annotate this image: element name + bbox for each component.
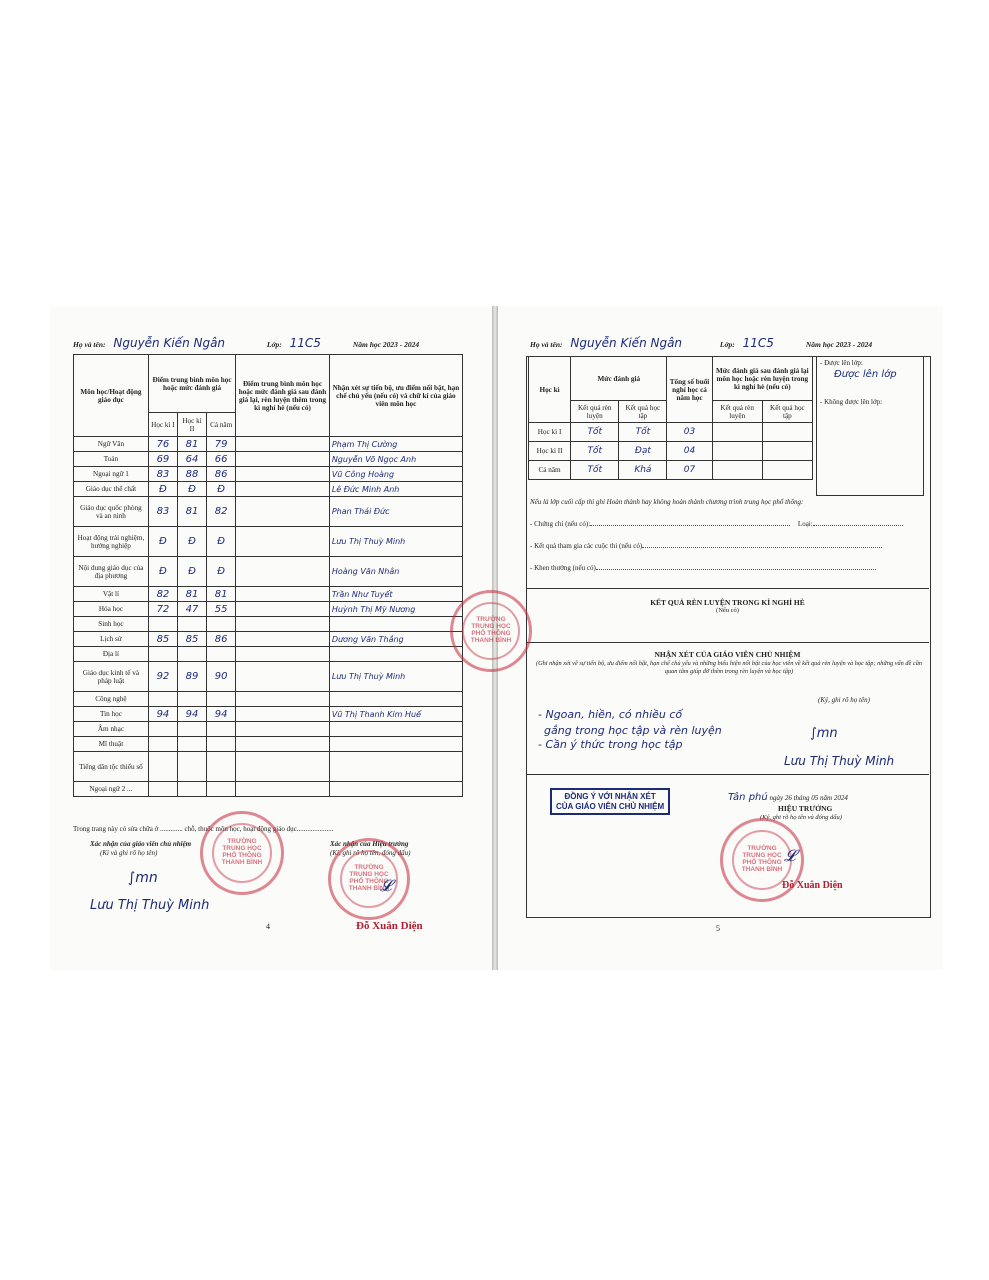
hk1-cell bbox=[148, 692, 177, 707]
hk1-cell bbox=[148, 722, 177, 737]
comment-line-3: - Cần ý thức trong học tập bbox=[538, 738, 683, 751]
page-left bbox=[50, 306, 512, 970]
year-cell bbox=[207, 722, 236, 737]
year-cell: 90 bbox=[207, 662, 236, 692]
teacher-sign-cell: Trần Như Tuyết bbox=[329, 587, 462, 602]
conduct-cell: Tốt bbox=[571, 442, 619, 461]
name-label: Họ và tên: bbox=[73, 340, 106, 349]
teacher-signature-right: Lưu Thị Thuỳ Minh bbox=[784, 754, 895, 768]
table-row bbox=[74, 617, 463, 632]
retest-cell bbox=[236, 782, 330, 797]
principal-signature-scribble-right: 𝓛 bbox=[784, 846, 796, 865]
hk1-cell: Đ bbox=[148, 527, 177, 557]
retest-cell bbox=[236, 557, 330, 587]
table-row bbox=[74, 692, 463, 707]
scanned-booklet bbox=[50, 306, 943, 970]
subject-cell: Ngữ Văn bbox=[74, 437, 149, 452]
subject-cell: Tiếng dân tộc thiểu số bbox=[74, 752, 149, 782]
subject-cell: Giáo dục kinh tế và pháp luật bbox=[74, 662, 149, 692]
absent-cell: 04 bbox=[667, 442, 712, 461]
subject-cell: Sinh học bbox=[74, 617, 149, 632]
confirm-principal: Xác nhận của Hiệu trưởng bbox=[330, 840, 409, 848]
hk2-cell bbox=[177, 737, 206, 752]
correction-note: Trong trang này có sửa chữa ở ............. chỗ, thuộc môn học, hoạt động giáo dục..................... bbox=[73, 825, 334, 833]
award-line: - Khen thưởng (nếu có) bbox=[530, 564, 876, 572]
hk1-cell: 85 bbox=[148, 632, 177, 647]
divider-2 bbox=[526, 642, 929, 643]
teacher-sign-cell bbox=[329, 722, 462, 737]
year-cell: 82 bbox=[207, 497, 236, 527]
principal-stamp-right: TRƯỜNG TRUNG HỌC PHỔ THÔNG THANH BÌNH bbox=[720, 818, 804, 902]
term-cell: Học kì II bbox=[529, 442, 571, 461]
table-row bbox=[74, 722, 463, 737]
hk1-cell: Đ bbox=[148, 557, 177, 587]
hk1-cell bbox=[148, 737, 177, 752]
year-cell: Đ bbox=[207, 527, 236, 557]
subject-cell: Lịch sử bbox=[74, 632, 149, 647]
teacher-sign-cell: Lưu Thị Thuỳ Minh bbox=[329, 527, 462, 557]
confirm-teacher-sub: (Kí và ghi rõ họ tên) bbox=[100, 849, 158, 857]
year-cell bbox=[207, 692, 236, 707]
table-row bbox=[74, 782, 463, 797]
retest-cell bbox=[236, 662, 330, 692]
results-table bbox=[528, 356, 813, 480]
hk1-cell bbox=[148, 617, 177, 632]
subject-cell: Giáo dục thể chất bbox=[74, 482, 149, 497]
hk1-cell: 72 bbox=[148, 602, 177, 617]
teacher-sign-cell: Dương Văn Thắng bbox=[329, 632, 462, 647]
hk1-cell: 83 bbox=[148, 467, 177, 482]
comment-line-1: - Ngoan, hiền, có nhiều cố bbox=[538, 708, 683, 721]
hk2-cell: 47 bbox=[177, 602, 206, 617]
hk1-cell: 76 bbox=[148, 437, 177, 452]
hk1-cell bbox=[148, 647, 177, 662]
hk2-cell bbox=[177, 617, 206, 632]
table-row bbox=[74, 602, 463, 617]
not-promoted-label: - Không được lên lớp: bbox=[820, 398, 883, 406]
table-row bbox=[74, 557, 463, 587]
col-comment: Nhận xét sự tiến bộ, ưu điểm nổi bật, hạn chế chủ yếu (nếu có) và chữ kí của giáo viên môn học bbox=[329, 355, 462, 437]
principal-name-right: Đỗ Xuân Diện bbox=[782, 880, 843, 891]
sub-conduct: Kết quả rèn luyện bbox=[571, 401, 619, 423]
certificate-line: - Chứng chỉ (nếu có): Loại: bbox=[530, 520, 903, 528]
table-row bbox=[74, 452, 463, 467]
confirm-teacher: Xác nhận của giáo viên chủ nhiệm bbox=[90, 840, 192, 848]
teacher-signature: Lưu Thị Thuỳ Minh bbox=[90, 898, 210, 913]
year-cell: Đ bbox=[207, 557, 236, 587]
teacher-sign-cell bbox=[329, 752, 462, 782]
hk1-cell bbox=[148, 782, 177, 797]
header-right bbox=[530, 336, 872, 350]
subject-cell: Giáo dục quốc phòng và an ninh bbox=[74, 497, 149, 527]
grade-rows bbox=[74, 437, 463, 797]
overlap-stamp: TRƯỜNG TRUNG HỌC PHỔ THÔNG THANH BÌNH bbox=[450, 590, 532, 672]
retest-cell bbox=[236, 617, 330, 632]
retest-cell bbox=[236, 692, 330, 707]
table-row bbox=[74, 737, 463, 752]
study-cell: Khá bbox=[619, 461, 667, 480]
retest-cell bbox=[236, 632, 330, 647]
hk1-cell: 69 bbox=[148, 452, 177, 467]
teacher-sign-cell: Lê Đức Minh Anh bbox=[329, 482, 462, 497]
name-value: Nguyễn Kiến Ngân bbox=[570, 336, 683, 350]
subject-cell: Địa lí bbox=[74, 647, 149, 662]
teacher-sign-cell: Huỳnh Thị Mỹ Nương bbox=[329, 602, 462, 617]
final-year-note: Nếu là lớp cuối cấp thì ghi Hoàn thành hay không hoàn thành chương trình trung học phổ thông: bbox=[530, 498, 804, 506]
retest-cell bbox=[236, 707, 330, 722]
subject-cell: Âm nhạc bbox=[74, 722, 149, 737]
subject-cell: Ngoại ngữ 2 ... bbox=[74, 782, 149, 797]
hk2-cell: 81 bbox=[177, 497, 206, 527]
col-subject: Môn học/Hoạt động giáo dục bbox=[74, 355, 149, 437]
hk2-cell bbox=[177, 752, 206, 782]
hk1-cell bbox=[148, 752, 177, 782]
name-value: Nguyễn Kiến Ngân bbox=[113, 336, 226, 350]
sub-study: Kết quả học tập bbox=[619, 401, 667, 423]
retest-cell bbox=[236, 437, 330, 452]
hk2-cell bbox=[177, 647, 206, 662]
teacher-sign-cell: Vũ Công Hoàng bbox=[329, 467, 462, 482]
year-cell bbox=[207, 752, 236, 782]
table-row bbox=[74, 647, 463, 662]
subject-cell: Mĩ thuật bbox=[74, 737, 149, 752]
year-cell: 86 bbox=[207, 467, 236, 482]
table-row bbox=[529, 442, 813, 461]
table-row bbox=[529, 461, 813, 480]
sub-hk1: Học kì I bbox=[148, 413, 177, 437]
teacher-sign-cell bbox=[329, 617, 462, 632]
year-cell: 81 bbox=[207, 587, 236, 602]
result-rows bbox=[529, 423, 813, 480]
table-row bbox=[74, 632, 463, 647]
reeval-study-cell bbox=[762, 442, 812, 461]
table-row bbox=[74, 587, 463, 602]
year-cell bbox=[207, 782, 236, 797]
retest-cell bbox=[236, 452, 330, 467]
hk1-cell: 83 bbox=[148, 497, 177, 527]
header-left bbox=[73, 336, 419, 350]
summer-sub: (Nếu có) bbox=[716, 607, 739, 614]
teacher-sign-cell: Phạm Thị Cường bbox=[329, 437, 462, 452]
sign-hint: (Ký, ghi rõ họ tên) bbox=[818, 696, 870, 704]
teacher-sign-cell: Nguyễn Võ Ngọc Anh bbox=[329, 452, 462, 467]
hk2-cell: 88 bbox=[177, 467, 206, 482]
teacher-sign-cell: Vũ Thị Thanh Kim Huế bbox=[329, 707, 462, 722]
col-term: Học kì bbox=[529, 357, 571, 423]
retest-cell bbox=[236, 737, 330, 752]
promotion-box bbox=[816, 356, 924, 496]
principal-hint: (Ký, ghi rõ họ tên và đóng dấu) bbox=[760, 814, 842, 821]
year-cell bbox=[207, 617, 236, 632]
hk1-cell: 82 bbox=[148, 587, 177, 602]
hk2-cell: 89 bbox=[177, 662, 206, 692]
col-avg: Điểm trung bình môn học hoặc mức đánh giá bbox=[148, 355, 235, 413]
principal-stamp: TRƯỜNG TRUNG HỌC PHỔ THÔNG THANH BÌNH bbox=[328, 838, 410, 920]
teacher-comment-title: NHẬN XÉT CỦA GIÁO VIÊN CHỦ NHIỆM bbox=[654, 650, 801, 659]
hk2-cell bbox=[177, 782, 206, 797]
contest-line: - Kết quả tham gia các cuộc thi (nếu có) bbox=[530, 542, 882, 550]
table-row bbox=[74, 467, 463, 482]
table-row bbox=[74, 437, 463, 452]
table-row bbox=[74, 707, 463, 722]
principal-name: Đỗ Xuân Diện bbox=[356, 920, 423, 932]
year-cell: 86 bbox=[207, 632, 236, 647]
confirm-principal-sub: (Kí, ghi rõ họ tên, đóng dấu) bbox=[330, 849, 411, 857]
hk2-cell: Đ bbox=[177, 482, 206, 497]
teacher-sign-cell: Lưu Thị Thuỳ Minh bbox=[329, 662, 462, 692]
hk2-cell: 81 bbox=[177, 587, 206, 602]
retest-cell bbox=[236, 647, 330, 662]
year-cell: Đ bbox=[207, 482, 236, 497]
page-number-left: 4 bbox=[266, 922, 270, 931]
table-row bbox=[529, 423, 813, 442]
retest-cell bbox=[236, 752, 330, 782]
subject-cell: Toán bbox=[74, 452, 149, 467]
divider-3 bbox=[526, 774, 929, 775]
year-cell bbox=[207, 647, 236, 662]
conduct-cell: Tốt bbox=[571, 461, 619, 480]
sub-year: Cả năm bbox=[207, 413, 236, 437]
reeval-conduct-cell bbox=[712, 442, 762, 461]
school-stamp: TRƯỜNG TRUNG HỌC PHỔ THÔNG THANH BÌNH bbox=[200, 811, 284, 895]
teacher-sign-cell: Hoàng Văn Nhân bbox=[329, 557, 462, 587]
reeval-conduct-cell bbox=[712, 461, 762, 480]
page-number-right: 5 bbox=[716, 924, 720, 933]
study-cell: Đạt bbox=[619, 442, 667, 461]
comment-line-2: gắng trong học tập và rèn luyện bbox=[544, 724, 722, 737]
hk2-cell bbox=[177, 722, 206, 737]
hk2-cell: Đ bbox=[177, 527, 206, 557]
reeval-conduct-cell bbox=[712, 423, 762, 442]
term-cell: Cả năm bbox=[529, 461, 571, 480]
subject-cell: Vật lí bbox=[74, 587, 149, 602]
class-label: Lớp: bbox=[266, 340, 282, 349]
agree-stamp: ĐỒNG Ý VỚI NHẬN XÉT CỦA GIÁO VIÊN CHỦ NHIỆM bbox=[550, 788, 670, 815]
class-value: 11C5 bbox=[289, 336, 321, 350]
teacher-sign-cell bbox=[329, 692, 462, 707]
term-cell: Học kì I bbox=[529, 423, 571, 442]
sub-conduct2: Kết quả rèn luyện bbox=[712, 401, 762, 423]
principal-title: HIỆU TRƯỞNG bbox=[778, 804, 833, 813]
grades-table bbox=[73, 354, 463, 797]
hk2-cell: Đ bbox=[177, 557, 206, 587]
hk1-cell: 94 bbox=[148, 707, 177, 722]
teacher-sign-cell bbox=[329, 782, 462, 797]
promotion-label: - Được lên lớp: bbox=[820, 359, 863, 367]
teacher-sign-cell bbox=[329, 647, 462, 662]
hk2-cell: 94 bbox=[177, 707, 206, 722]
col-reeval: Mức đánh giá sau đánh giá lại môn học hoặc rèn luyện trong kì nghỉ hè (nếu có) bbox=[712, 357, 812, 401]
retest-cell bbox=[236, 722, 330, 737]
teacher-sign-cell bbox=[329, 737, 462, 752]
year-label: Năm học 2023 - 2024 bbox=[805, 340, 873, 349]
retest-cell bbox=[236, 527, 330, 557]
study-cell: Tốt bbox=[619, 423, 667, 442]
year-cell: 66 bbox=[207, 452, 236, 467]
table-row bbox=[74, 527, 463, 557]
class-value: 11C5 bbox=[742, 336, 774, 350]
promotion-value: Được lên lớp bbox=[834, 369, 897, 380]
retest-cell bbox=[236, 467, 330, 482]
absent-cell: 07 bbox=[667, 461, 712, 480]
hk2-cell: 85 bbox=[177, 632, 206, 647]
principal-signature-scribble: 𝓛 bbox=[380, 876, 392, 895]
subject-cell: Hoạt động trải nghiệm, hướng nghiệp bbox=[74, 527, 149, 557]
col-eval: Mức đánh giá bbox=[571, 357, 667, 401]
subject-cell: Ngoại ngữ 1 bbox=[74, 467, 149, 482]
year-cell: 94 bbox=[207, 707, 236, 722]
retest-cell bbox=[236, 587, 330, 602]
subject-cell: Công nghệ bbox=[74, 692, 149, 707]
teacher-comment-hint: (Ghi nhận xét về sự tiến bộ, ưu điểm nổi bật, hạn chế chủ yếu và những biểu hiện nổi bật của học viên về kết quả rèn luyện và học tập; những vấn đề cần quan tâm giúp đỡ thêm trong rèn luyện và học tập) bbox=[535, 660, 923, 675]
date-line: Tân phú ngày 26 tháng 05 năm 2024 bbox=[728, 792, 848, 803]
table-row bbox=[74, 497, 463, 527]
teacher-sign-cell: Phan Thái Đức bbox=[329, 497, 462, 527]
sub-study2: Kết quả học tập bbox=[762, 401, 812, 423]
class-label: Lớp: bbox=[719, 340, 735, 349]
year-cell bbox=[207, 737, 236, 752]
teacher-signature-scribble-right: ∫mn bbox=[810, 726, 838, 741]
table-row bbox=[74, 482, 463, 497]
retest-cell bbox=[236, 482, 330, 497]
year-cell: 55 bbox=[207, 602, 236, 617]
table-row bbox=[74, 752, 463, 782]
reeval-study-cell bbox=[762, 461, 812, 480]
col-retest: Điểm trung bình môn học hoặc mức đánh giá sau đánh giá lại, rèn luyện thêm trong kì nghỉ hè (nếu có) bbox=[236, 355, 330, 437]
hk1-cell: 92 bbox=[148, 662, 177, 692]
reeval-study-cell bbox=[762, 423, 812, 442]
year-cell: 79 bbox=[207, 437, 236, 452]
page-right bbox=[498, 306, 943, 970]
hk1-cell: Đ bbox=[148, 482, 177, 497]
col-absent: Tổng số buổi nghỉ học cả năm học bbox=[667, 357, 712, 423]
absent-cell: 03 bbox=[667, 423, 712, 442]
subject-cell: Nội dung giáo dục của địa phương bbox=[74, 557, 149, 587]
retest-cell bbox=[236, 497, 330, 527]
teacher-signature-scribble: ∫mn bbox=[128, 870, 158, 886]
hk2-cell: 64 bbox=[177, 452, 206, 467]
divider-1 bbox=[526, 588, 929, 589]
name-label: Họ và tên: bbox=[530, 340, 563, 349]
summer-title: KẾT QUẢ RÈN LUYỆN TRONG KÌ NGHỈ HÈ bbox=[650, 598, 805, 607]
subject-cell: Hóa học bbox=[74, 602, 149, 617]
table-row bbox=[74, 662, 463, 692]
conduct-cell: Tốt bbox=[571, 423, 619, 442]
hk2-cell: 81 bbox=[177, 437, 206, 452]
sub-hk2: Học kì II bbox=[177, 413, 206, 437]
hk2-cell bbox=[177, 692, 206, 707]
subject-cell: Tin học bbox=[74, 707, 149, 722]
retest-cell bbox=[236, 602, 330, 617]
year-label: Năm học 2023 - 2024 bbox=[352, 340, 420, 349]
